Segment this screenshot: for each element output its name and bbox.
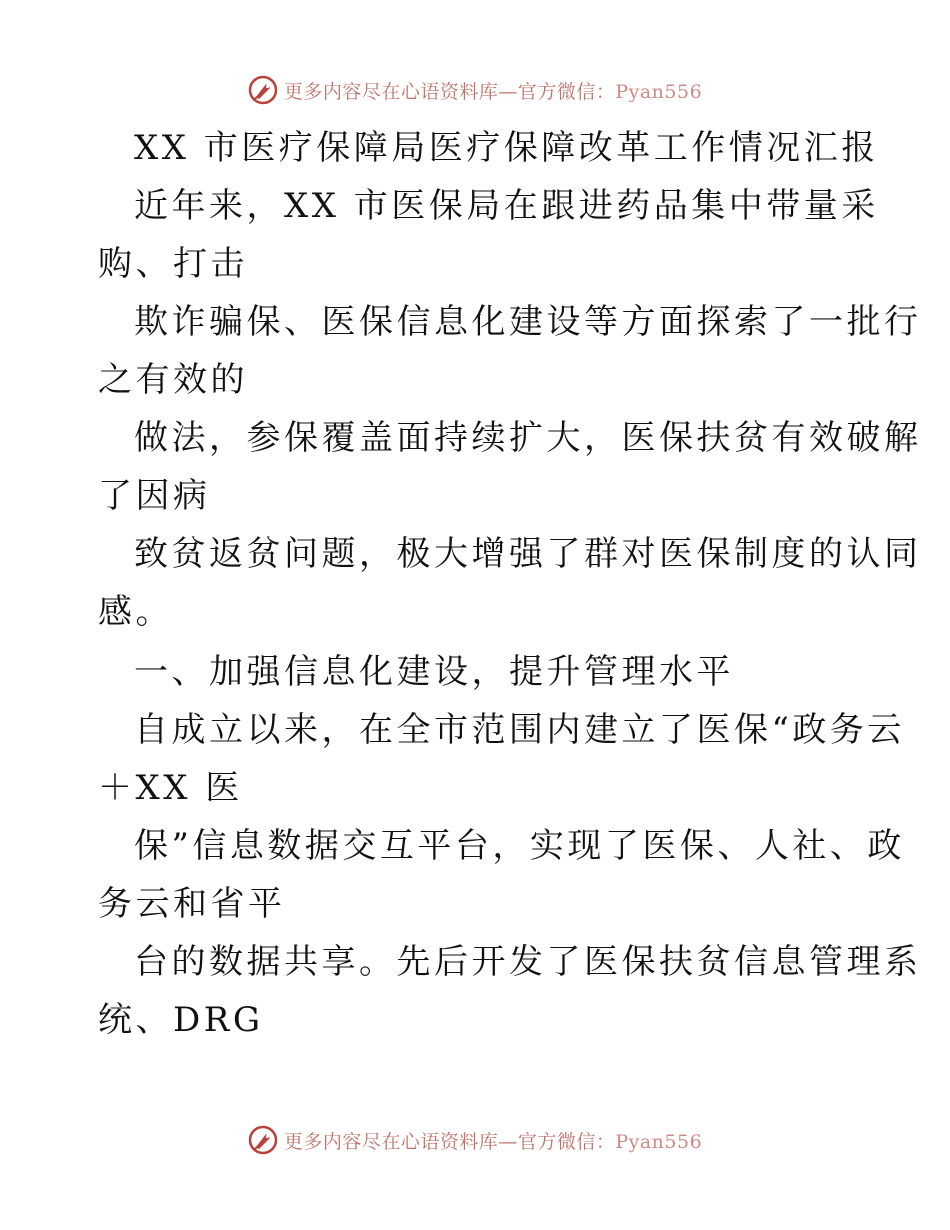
paragraph-line: 统、DRG: [98, 1000, 264, 1040]
paragraph-line: 台的数据共享。先后开发了医保扶贫信息管理系: [134, 942, 922, 982]
paragraph-line: 了因病: [98, 476, 211, 516]
paragraph-line: 购、打击: [98, 244, 248, 284]
paragraph-line: 近年来，XX 市医保局在跟进药品集中带量采: [134, 186, 879, 226]
paragraph-line: ＋XX 医: [98, 768, 243, 808]
header-banner: [0, 72, 950, 108]
paragraph-line: 保”信息数据交互平台，实现了医保、人社、政: [134, 826, 905, 866]
paragraph-line: 感。: [98, 592, 173, 632]
paragraph-line: 之有效的: [98, 360, 248, 400]
banner-label: 更多内容尽在心语资料库—官方微信：: [283, 1130, 616, 1153]
paragraph-line: 自成立以来，在全市范围内建立了医保“政务云: [134, 710, 905, 750]
paragraph-line: 致贫返贫问题，极大增强了群对医保制度的认同: [134, 534, 922, 574]
wechat-id: Pyan556: [615, 80, 703, 103]
wechat-id: Pyan556: [615, 1130, 703, 1153]
banner-text: [284, 1127, 702, 1154]
section-heading: 一、加强信息化建设，提升管理水平: [134, 652, 734, 692]
pen-nib-logo-icon: [248, 75, 278, 105]
document-title: XX 市医疗保障局医疗保障改革工作情况汇报: [134, 128, 879, 168]
banner-text: [284, 77, 702, 104]
footer-banner: [0, 1122, 950, 1158]
pen-nib-logo-icon: [248, 1125, 278, 1155]
paragraph-line: 欺诈骗保、医保信息化建设等方面探索了一批行: [134, 302, 922, 342]
banner-label: 更多内容尽在心语资料库—官方微信：: [283, 80, 616, 103]
paragraph-line: 务云和省平: [98, 884, 286, 924]
paragraph-line: 做法，参保覆盖面持续扩大，医保扶贫有效破解: [134, 418, 922, 458]
